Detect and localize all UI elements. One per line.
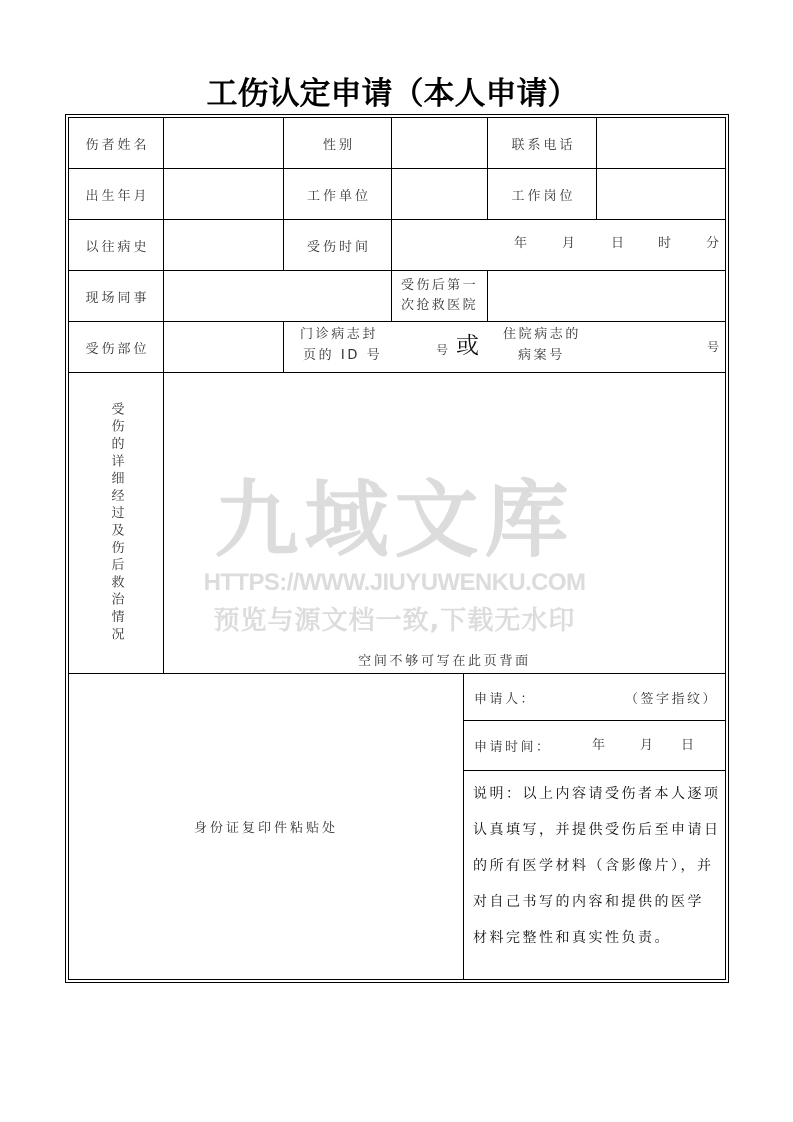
- field-phone: [596, 117, 726, 169]
- label-inpatient-line2: 病案号: [518, 348, 565, 363]
- field-first-hospital: [487, 270, 726, 322]
- signature-hint: （签字指纹）: [624, 691, 718, 707]
- inpatient-suffix: 号: [707, 340, 722, 354]
- notice-line-3: 的所有医学材料（含影像片），并: [473, 858, 714, 874]
- unit-month: 月: [562, 236, 576, 251]
- label-coworkers: 现场同事: [68, 270, 164, 322]
- field-birth: [163, 168, 284, 220]
- label-outpatient-line2: 页的 ID 号: [303, 348, 383, 363]
- field-gender: [391, 117, 488, 169]
- field-medical-history: [163, 219, 284, 271]
- label-birth: 出生年月: [68, 168, 164, 220]
- field-injury-site: [163, 321, 284, 373]
- field-position: [596, 168, 726, 220]
- apply-unit-day: 日: [681, 738, 695, 753]
- field-injury-time: [391, 219, 726, 271]
- id-copy-label: 身份证复印件粘贴处: [193, 821, 338, 836]
- label-phone: 联系电话: [487, 117, 597, 169]
- overflow-note: 空间不够可写在此页背面: [358, 654, 531, 669]
- applicant-label: 申请人：: [474, 691, 537, 707]
- page-title: 工伤认定申请（本人申请）: [206, 76, 579, 112]
- apply-unit-year: 年: [592, 738, 606, 753]
- field-medical-record-ids: [283, 321, 726, 373]
- applicant-row: [463, 673, 726, 721]
- label-first-hospital-line2: 次抢救医院: [400, 298, 478, 313]
- label-employer: 工作单位: [283, 168, 392, 220]
- label-details-text: 受伤的详细经过及伤后救治情况: [108, 401, 124, 645]
- notice-line-4: 对自己书写的内容和提供的医学: [473, 894, 704, 910]
- label-gender: 性别: [283, 117, 392, 169]
- apply-time-label: 申请时间：: [474, 740, 552, 755]
- label-injured-name: 伤者姓名: [68, 117, 164, 169]
- notice-line-1: 说明：以上内容请受伤者本人逐项: [473, 786, 721, 802]
- label-injury-time: 受伤时间: [283, 219, 392, 271]
- apply-time-row: [463, 720, 726, 771]
- watermark-slogan: 预览与源文档一致,下载无水印: [213, 606, 576, 636]
- unit-day: 日: [611, 236, 625, 251]
- watermark-brand: 九域文库: [214, 471, 575, 569]
- label-first-hospital-line1: 受伤后第一: [400, 278, 478, 293]
- watermark-url: HTTPS://WWW.JIUYUWENKU.COM: [203, 569, 586, 596]
- or-text: 或: [456, 333, 479, 359]
- outpatient-suffix: 号: [436, 343, 451, 357]
- label-injury-site: 受伤部位: [68, 321, 164, 373]
- notice-line-2: 认真填写，并提供受伤后至申请日: [473, 822, 721, 838]
- label-outpatient-line1: 门诊病志封: [300, 327, 379, 342]
- label-medical-history: 以往病史: [68, 219, 164, 271]
- label-position: 工作岗位: [487, 168, 597, 220]
- unit-year: 年: [514, 236, 528, 251]
- label-first-hospital: [391, 270, 488, 322]
- notice-line-5: 材料完整性和真实性负责。: [473, 930, 671, 946]
- field-employer: [391, 168, 488, 220]
- id-copy-area: [68, 673, 464, 980]
- notice-box: [463, 770, 726, 980]
- unit-minute: 分: [706, 236, 720, 251]
- unit-hour: 时: [658, 236, 672, 251]
- field-coworkers: [163, 270, 392, 322]
- label-inpatient-line1: 住院病志的: [503, 327, 582, 342]
- field-injured-name: [163, 117, 284, 169]
- apply-unit-month: 月: [640, 738, 654, 753]
